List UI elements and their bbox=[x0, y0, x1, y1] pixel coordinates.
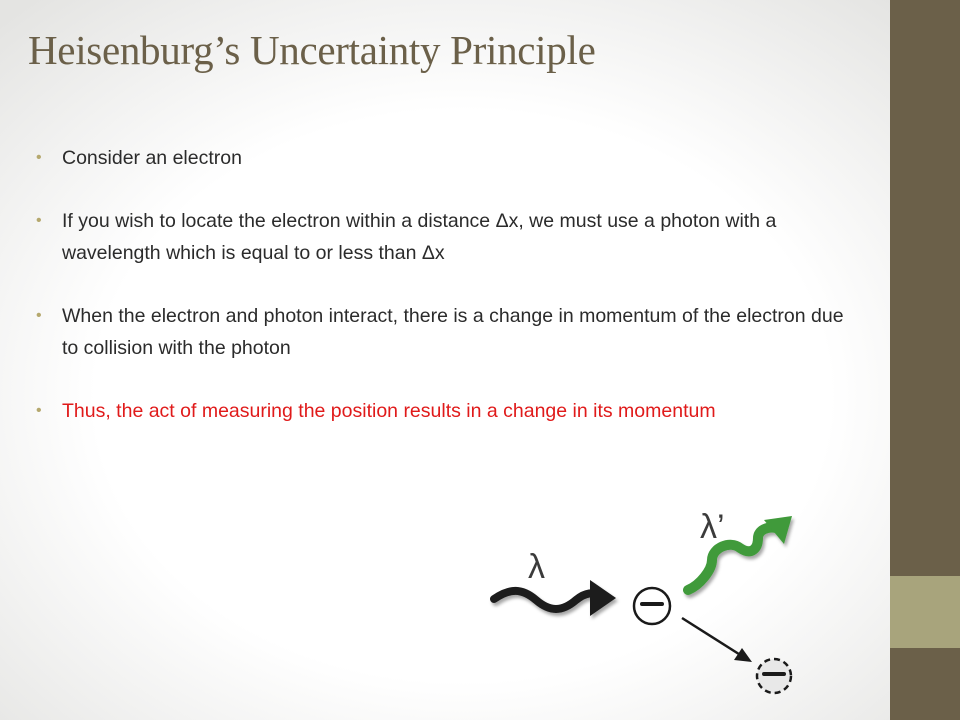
scattered-electron-icon bbox=[757, 659, 791, 693]
bullet-list bbox=[36, 142, 856, 458]
incoming-wavelength-label: λ bbox=[528, 548, 545, 586]
bullet-icon: • bbox=[36, 307, 42, 324]
bullet-icon: • bbox=[36, 149, 42, 166]
electron-icon bbox=[634, 588, 670, 624]
sidebar-bar-bottom bbox=[890, 648, 960, 720]
outgoing-wavelength-label: λ’ bbox=[700, 508, 725, 546]
slide-title: Heisenburg’s Uncertainty Principle bbox=[28, 27, 596, 73]
sidebar-bar-accent bbox=[890, 576, 960, 648]
bullet-text: If you wish to locate the electron within a distance Δx, we must use a photon with a wavelength which is equal to or less than Δx bbox=[62, 210, 777, 264]
bullet-icon: • bbox=[36, 212, 42, 229]
bullet-text: Consider an electron bbox=[62, 147, 242, 169]
bullet-item bbox=[36, 300, 856, 364]
bullet-text: Thus, the act of measuring the position results in a change in its momentum bbox=[62, 400, 716, 422]
bullet-icon: • bbox=[36, 402, 42, 419]
bullet-text: When the electron and photon interact, there is a change in momentum of the electron due to collision with the photon bbox=[62, 305, 844, 359]
sidebar-bar-top bbox=[890, 0, 960, 576]
outgoing-photon-icon bbox=[688, 516, 792, 590]
bullet-item bbox=[36, 205, 856, 269]
photon-electron-diagram bbox=[480, 500, 880, 720]
bullet-item-highlight bbox=[36, 395, 856, 427]
recoil-arrow-icon bbox=[682, 618, 752, 662]
bullet-item bbox=[36, 142, 856, 174]
incoming-photon-icon bbox=[494, 580, 616, 616]
